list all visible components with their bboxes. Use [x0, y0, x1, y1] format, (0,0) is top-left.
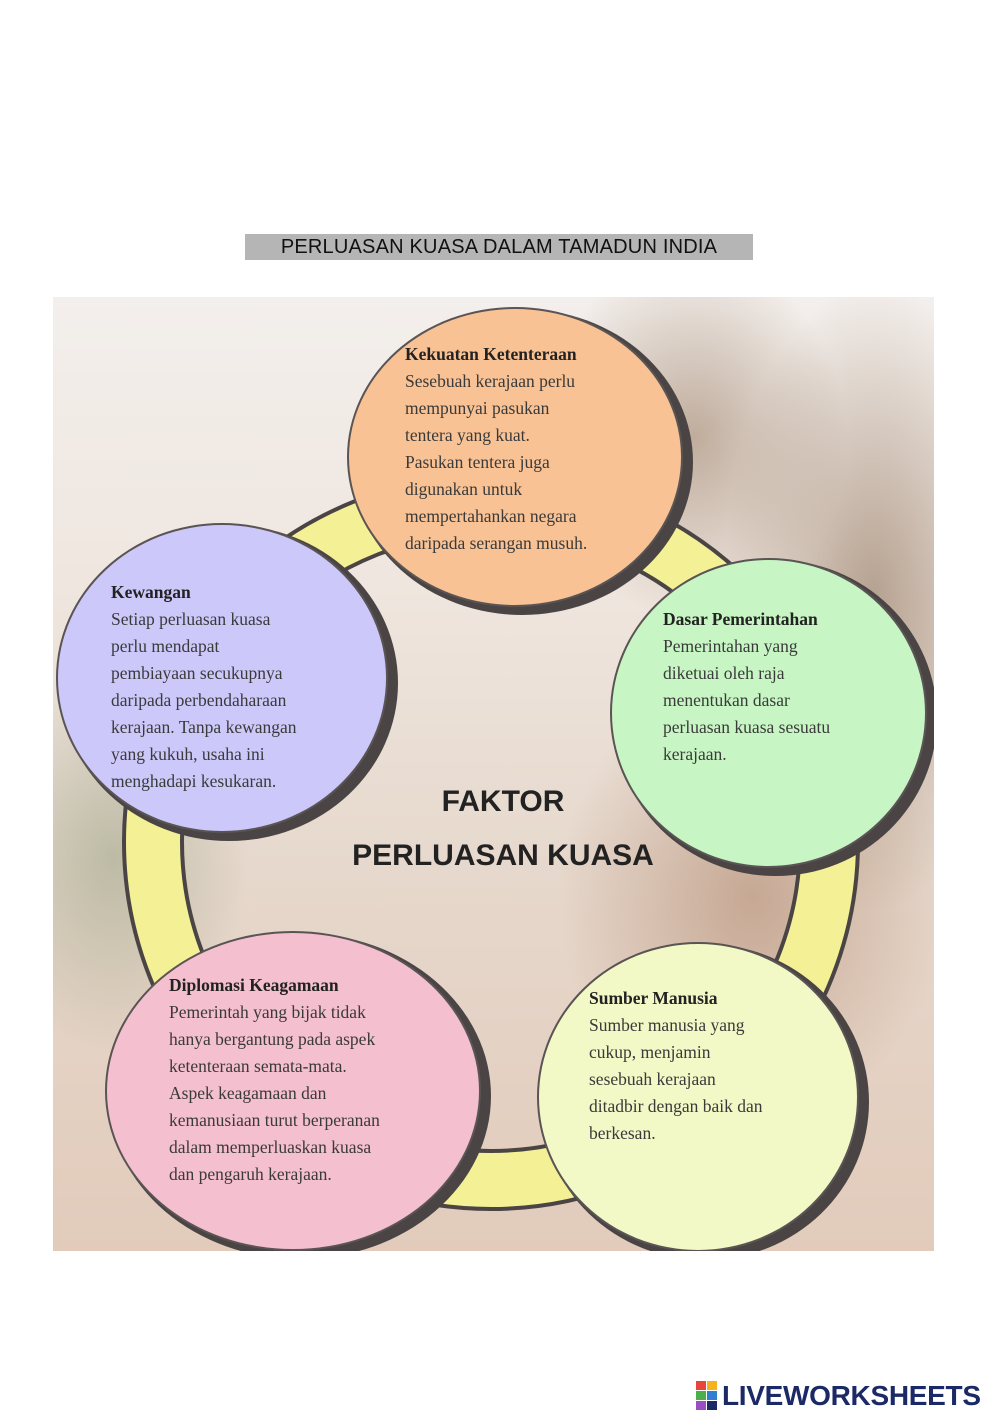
center-title-line1: FAKTOR: [441, 785, 565, 818]
factor-kekuatan-ketenteraan: [405, 341, 665, 557]
factor-diplomasi-keagamaan: [169, 972, 459, 1188]
factor-heading: Sumber Manusia: [589, 988, 718, 1008]
center-title-line2: PERLUASAN KUASA: [352, 839, 654, 872]
factor-body: Setiap perluasan kuasa perlu mendapat pembiayaan secukupnya daripada perbendaharaan kerajaan. Tanpa kewangan yang kukuh, usaha ini menghadapi kesukaran.: [111, 609, 297, 791]
liveworksheets-brand: [696, 1379, 981, 1413]
page-title: PERLUASAN KUASA DALAM TAMADUN INDIA: [245, 234, 753, 260]
factor-sumber-manusia: [589, 985, 829, 1147]
factor-dasar-pemerintahan: [663, 606, 903, 768]
brand-name: LIVEWORKSHEETS: [722, 1380, 981, 1411]
center-title: [253, 775, 753, 883]
factor-body: Sumber manusia yang cukup, menjamin sesebuah kerajaan ditadbir dengan baik dan berkesan.: [589, 1015, 763, 1143]
factor-heading: Diplomasi Keagamaan: [169, 975, 339, 995]
factor-kewangan: [111, 579, 361, 795]
liveworksheets-logo-icon: [696, 1381, 718, 1411]
factor-heading: Kewangan: [111, 582, 191, 602]
factor-body: Sesebuah kerajaan perlu mempunyai pasukan tentera yang kuat. Pasukan tentera juga digunakan untuk mempertahankan negara daripada serangan musuh.: [405, 371, 588, 553]
factor-body: Pemerintahan yang diketuai oleh raja menentukan dasar perluasan kuasa sesuatu kerajaan.: [663, 636, 831, 764]
factor-heading: Kekuatan Ketenteraan: [405, 344, 577, 364]
factor-diagram: [53, 297, 934, 1251]
factor-body: Pemerintah yang bijak tidak hanya bergantung pada aspek ketenteraan semata-mata. Aspek keagamaan dan kemanusiaan turut berperanan dalam memperluaskan kuasa dan pengaruh kerajaan.: [169, 1002, 380, 1184]
factor-heading: Dasar Pemerintahan: [663, 609, 818, 629]
